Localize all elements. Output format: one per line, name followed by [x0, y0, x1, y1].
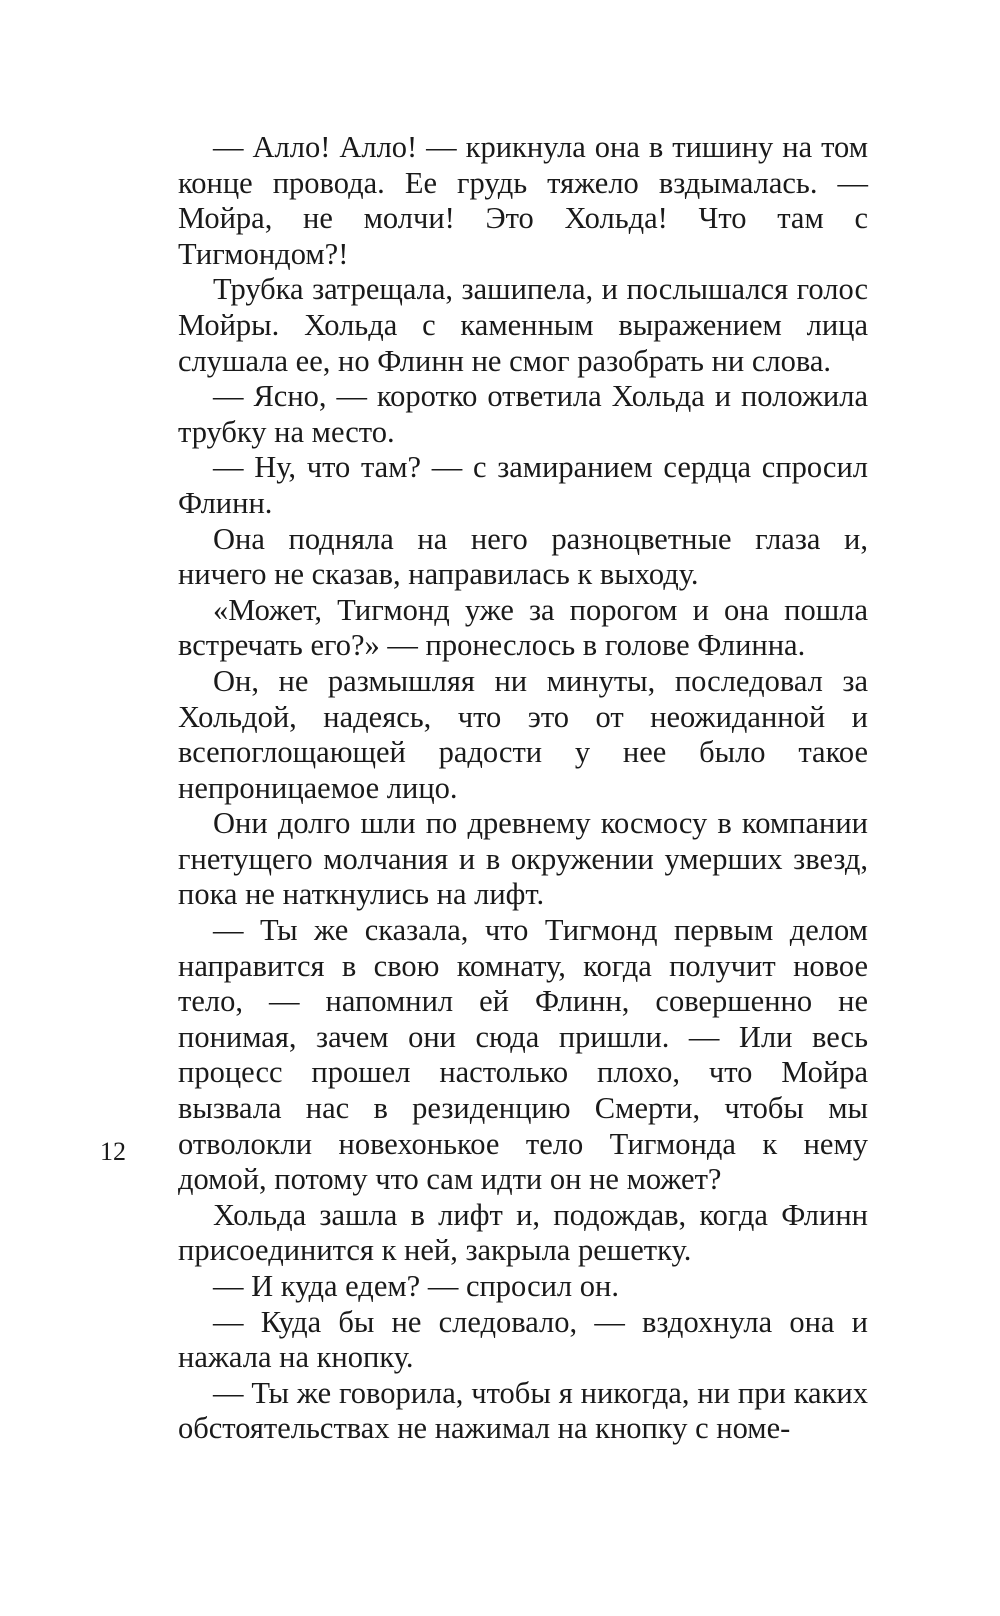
paragraph-3: — Ясно, — коротко ответила Хольда и положила трубку на место. [178, 379, 868, 449]
page-number: 12 [100, 1137, 126, 1166]
paragraph-7: Он, не размышляя ни минуты, последовал за Хольдой, надеясь, что это от неожиданной и всепоглощающей радости у нее было такое непроницаемое лицо. [178, 663, 868, 805]
paragraph-5: Она подняла на него разноцветные глаза и, ничего не сказав, направилась к выходу. [178, 521, 868, 592]
page-text [178, 130, 868, 1447]
paragraph-10: Хольда зашла в лифт и, подождав, когда Флинн присоединится к ней, закрыла решетку. [178, 1197, 868, 1268]
paragraph-2: Трубка затрещала, зашипела, и послышался голос Мойры. Хольда с каменным выражением лица слушала ее, но Флинн не смог разобрать ни слова. [178, 272, 868, 378]
paragraph-9: — Ты же сказала, что Тигмонд первым делом направится в свою комнату, когда получит новое тело, — напомнил ей Флинн, совершенно не понимая, зачем они сюда пришли. — Или весь процесс прошел настолько плохо, что Мойра вызвала нас в резиденцию Смерти, чтобы мы отволокли новехонькое тело Тигмонда к нему домой, потому что сам идти он не может? [178, 913, 868, 1197]
paragraph-6: «Может, Тигмонд уже за порогом и она пошла встречать его?» — пронеслось в голове Флинна. [178, 592, 868, 663]
paragraph-12: — Куда бы не следовало, — вздохнула она и нажала на кнопку. [178, 1304, 868, 1375]
paragraph-4: — Ну, что там? — с замиранием сердца спросил Флинн. [178, 450, 868, 520]
paragraph-13: — Ты же говорила, чтобы я никогда, ни при каких обстоятельствах не нажимал на кнопку с номе- [178, 1375, 868, 1446]
paragraph-1: — Алло! Алло! — крикнула она в тишину на том конце провода. Ее грудь тяжело вздымалась. — Мойра, не молчи! Это Хольда! Что там с Тигмондом?! [178, 130, 868, 271]
paragraph-8: Они долго шли по древнему космосу в компании гнетущего молчания и в окружении умерших звезд, пока не наткнулись на лифт. [178, 806, 868, 912]
paragraph-11: — И куда едем? — спросил он. [213, 1269, 619, 1303]
